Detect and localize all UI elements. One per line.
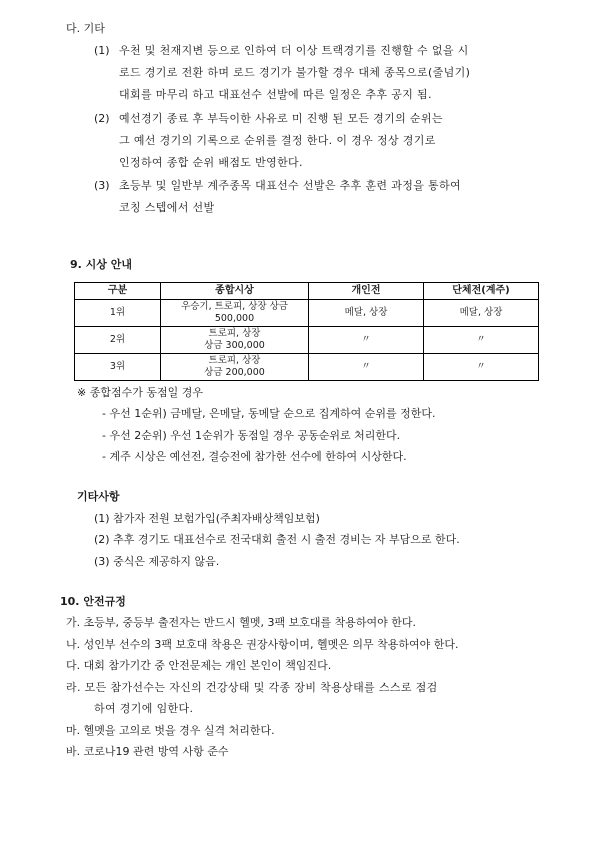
awards-overall-line: 우승기, 트로피, 상장 상금 — [181, 301, 288, 312]
awards-overall-cell — [161, 327, 309, 354]
safety-item-da: 다. 대회 참가기간 중 안전문제는 개인 본인이 책임진다. — [66, 659, 332, 672]
safety-item-ra: 라. 모든 참가선수는 자신의 건강상태 및 각종 장비 착용상태를 스스로 점검 — [66, 681, 438, 694]
awards-individual-cell: 〃 — [309, 354, 424, 381]
awards-header-rank: 구분 — [75, 283, 161, 300]
misc-item-2: (2) 추후 경기도 대표선수로 전국대회 출전 시 출전 경비는 자 부담으로 한다. — [94, 533, 460, 546]
awards-header-overall: 종합시상 — [161, 283, 309, 300]
awards-overall-line: 트로피, 상장 — [208, 328, 261, 339]
awards-overall-cell — [161, 354, 309, 381]
awards-rank-cell: 1위 — [75, 300, 161, 327]
others-item-1-num: (1) — [94, 44, 110, 57]
safety-item-ma: 마. 헬멧을 고의로 벗을 경우 실격 처리한다. — [66, 724, 275, 737]
section-heading-safety: 10. 안전규정 — [60, 595, 126, 608]
misc-item-1: (1) 참가자 전원 보험가입(주최자배상책임보험) — [94, 512, 320, 525]
table-row — [75, 327, 539, 354]
safety-item-na: 나. 성인부 선수의 3팩 보호대 착용은 권장사항이며, 헬멧은 의무 착용하여야 한다. — [66, 638, 459, 651]
awards-team-cell: 메달, 상장 — [424, 300, 539, 327]
table-row — [75, 300, 539, 327]
others-item-3-num: (3) — [94, 179, 110, 192]
others-item-3-line-1: 초등부 및 일반부 계주종목 대표선수 선발은 추후 훈련 과정을 통하여 — [119, 179, 461, 192]
awards-individual-cell: 메달, 상장 — [309, 300, 424, 327]
safety-item-ba: 바. 코로나19 관련 방역 사항 준수 — [66, 745, 229, 758]
others-item-1-line-1: 우천 및 천재지변 등으로 인하여 더 이상 트랙경기를 진행할 수 없을 시 — [119, 44, 469, 57]
others-item-3-line-2: 코칭 스텝에서 선발 — [119, 201, 215, 214]
awards-rule-2: - 우선 2순위) 우선 1순위가 동점일 경우 공동순위로 처리한다. — [102, 429, 401, 442]
others-item-2-num: (2) — [94, 112, 110, 125]
awards-rank-cell: 2위 — [75, 327, 161, 354]
awards-rank-cell: 3위 — [75, 354, 161, 381]
section-heading-awards: 9. 시상 안내 — [70, 258, 132, 271]
safety-item-ra-continued: 하여 경기에 임한다. — [94, 702, 194, 715]
awards-team-cell: 〃 — [424, 327, 539, 354]
section-heading-others: 다. 기타 — [66, 22, 105, 35]
awards-tie-note: ※ 종합점수가 동점일 경우 — [77, 386, 203, 399]
awards-rule-3: - 계주 시상은 예선전, 결승전에 참가한 선수에 한하여 시상한다. — [102, 450, 407, 463]
awards-individual-cell: 〃 — [309, 327, 424, 354]
awards-header-individual: 개인전 — [309, 283, 424, 300]
awards-table-header-row — [75, 283, 539, 300]
awards-overall-cell — [161, 300, 309, 327]
others-item-1-line-2: 로드 경기로 전환 하며 로드 경기가 불가할 경우 대체 종목으로(줄넘기) — [119, 66, 471, 79]
others-item-1-line-3: 대회를 마무리 하고 대표선수 선발에 따른 일정은 추후 공지 됨. — [119, 88, 432, 101]
awards-team-cell: 〃 — [424, 354, 539, 381]
awards-overall-line: 상금 300,000 — [204, 340, 265, 351]
awards-overall-line: 상금 200,000 — [204, 367, 265, 378]
table-row — [75, 354, 539, 381]
awards-overall-line: 500,000 — [214, 313, 255, 324]
awards-overall-line: 트로피, 상장 — [208, 355, 261, 366]
others-item-2-line-1: 예선경기 종료 후 부득이한 사유로 미 진행 된 모든 경기의 순위는 — [119, 112, 443, 125]
safety-item-ga: 가. 초등부, 중등부 출전자는 반드시 헬멧, 3팩 보호대를 착용하여야 한다. — [66, 616, 416, 629]
section-heading-misc: 기타사항 — [77, 490, 120, 503]
awards-table — [74, 282, 539, 381]
others-item-2-line-3: 인정하여 종합 순위 배점도 반영한다. — [119, 156, 303, 169]
awards-header-team: 단체전(계주) — [424, 283, 539, 300]
misc-item-3: (3) 중식은 제공하지 않음. — [94, 555, 220, 568]
awards-rule-1: - 우선 1순위) 금메달, 은메달, 동메달 순으로 집계하여 순위를 정한다. — [102, 407, 436, 420]
others-item-2-line-2: 그 예선 경기의 기록으로 순위를 결정 한다. 이 경우 정상 경기로 — [119, 134, 436, 147]
